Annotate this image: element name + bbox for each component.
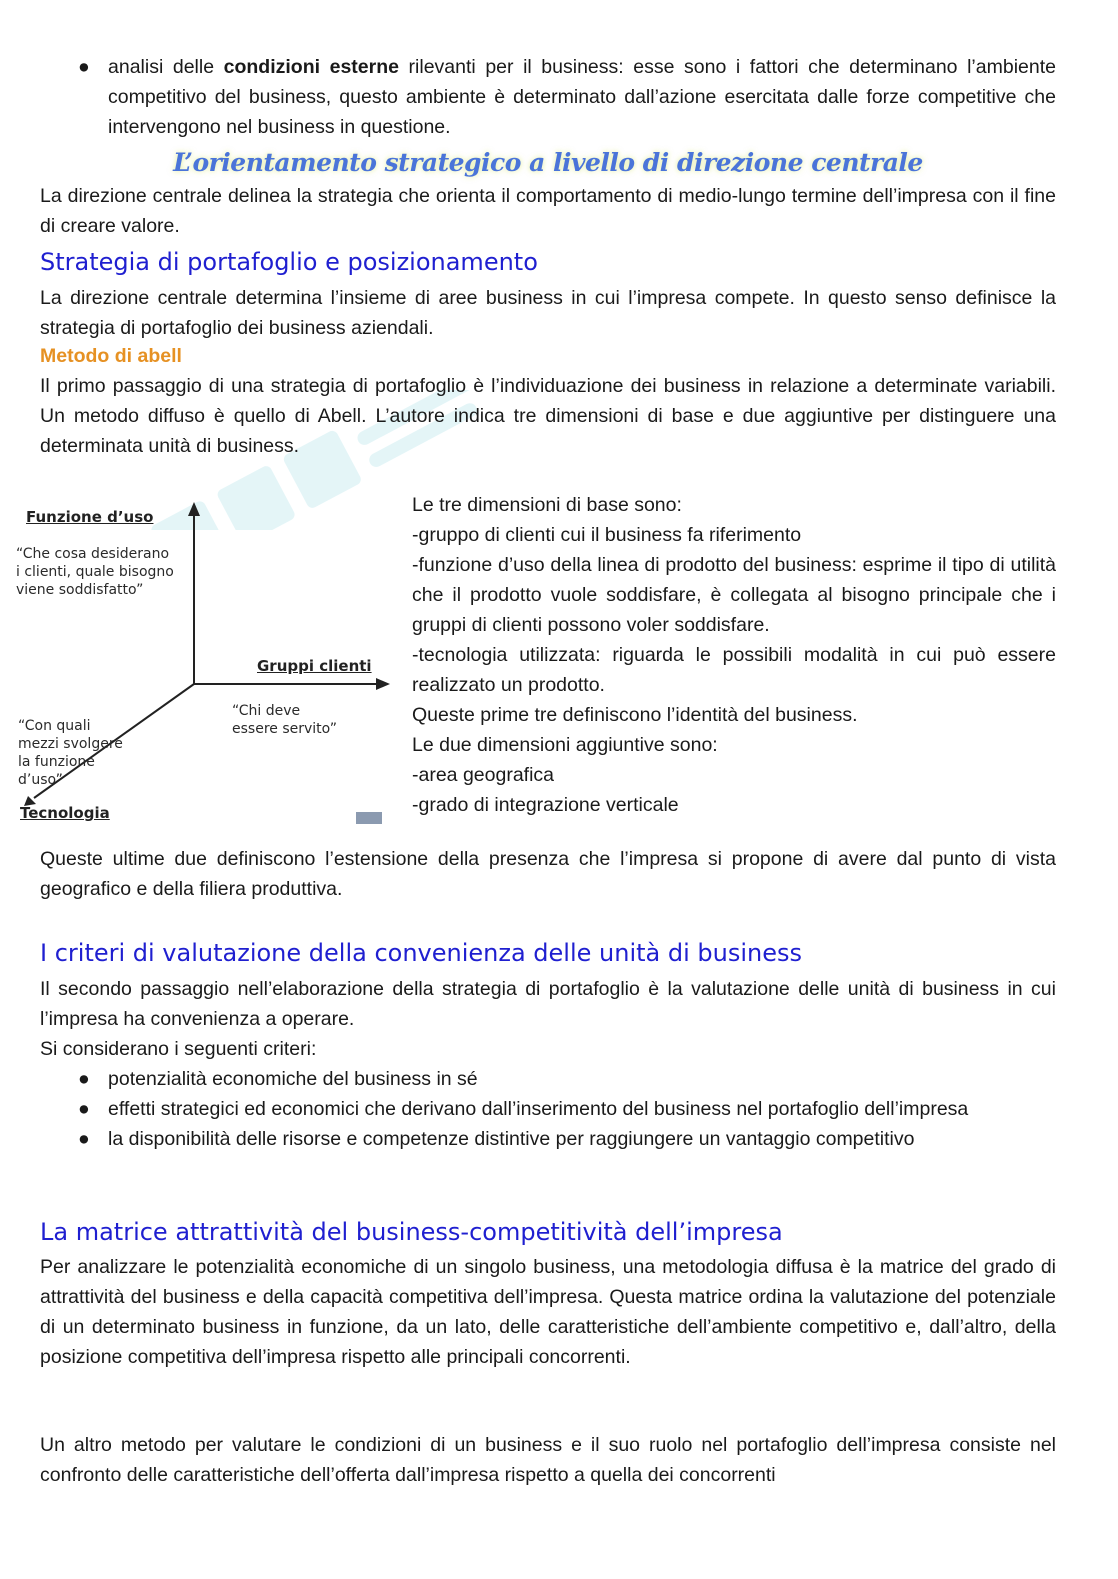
para-altro-metodo: Un altro metodo per valutare le condizioni di un business e il suo ruolo nel portafoglio dell’impresa consiste nel confronto delle caratteristiche dell’offerta dall’impresa rispetto a quella dei concorrenti — [40, 1434, 1056, 1486]
criteri-list — [40, 1064, 1056, 1154]
right-line: -area geografica — [412, 764, 555, 786]
section-title: L’orientamento strategico a livello di direzione centrale — [173, 148, 923, 177]
abell-diagram — [12, 490, 398, 835]
dimensions-text — [412, 490, 1056, 820]
heading-abell: Metodo di abell — [40, 345, 182, 367]
intro-bullet-list — [40, 52, 1056, 142]
para-si-considerano: Si considerano i seguenti criteri: — [40, 1038, 317, 1060]
heading-matrice: La matrice attrattività del business-competitività dell’impresa — [40, 1218, 783, 1246]
heading-portafoglio: Strategia di portafoglio e posizionamento — [40, 248, 538, 276]
para-portafoglio: La direzione centrale determina l’insieme di aree business in cui l’impresa compete. In questo senso definisce la strategia di portafoglio dei business aziendali. — [40, 287, 1056, 339]
intro-post: rilevanti per il business: esse sono i fattori che determinano l’ambiente competitivo del business, questo ambiente è determinato dall’azione esercitata dalle forze competitive che intervengono nel business in questione. — [108, 56, 1056, 138]
para-criteri: Il secondo passaggio nell’elaborazione della strategia di portafoglio è la valutazione delle unità di business in cui l’impresa ha convenienza a operare. — [40, 978, 1056, 1030]
para-direzione: La direzione centrale delinea la strategia che orienta il comportamento di medio-lungo termine dell’impresa con il fine di creare valore. — [40, 185, 1056, 237]
intro-bold: condizioni esterne — [223, 56, 399, 78]
label-funzione-uso: Funzione d’uso — [26, 508, 154, 526]
right-line: -tecnologia utilizzata: riguarda le possibili modalità in cui può essere realizzato un prodotto. — [412, 644, 1056, 696]
right-line: -funzione d’uso della linea di prodotto del business: esprime il tipo di utilità che il prodotto vuole soddisfare, è collegata al bisogno principale che i gruppi di clienti possono voler soddisfare. — [412, 554, 1056, 636]
list-item: ● effetti strategici ed economici che derivano dall’inserimento del business nel portafoglio dell’impresa — [40, 1094, 1056, 1124]
heading-criteri: I criteri di valutazione della convenienza delle unità di business — [40, 939, 802, 967]
question-tecnologia: “Con quali mezzi svolgere la funzione d’uso” — [18, 718, 123, 788]
right-line: Queste prime tre definiscono l’identità del business. — [412, 704, 858, 726]
arrow-gruppi-icon — [376, 678, 390, 690]
label-tecnologia: Tecnologia — [20, 804, 110, 822]
bullet-icon: ● — [78, 1068, 90, 1090]
para-abell: Il primo passaggio di una strategia di portafoglio è l’individuazione dei business in relazione a determinate variabili. Un metodo diffuso è quello di Abell. L’autore indica tre dimensioni di base e due aggiuntive per distinguere una determinata unità di business. — [40, 375, 1056, 457]
list-item: ● potenzialità economiche del business in sé — [40, 1064, 1056, 1094]
intro-pre: analisi delle — [108, 56, 224, 78]
bullet-icon: ● — [78, 56, 90, 78]
right-line: -gruppo di clienti cui il business fa riferimento — [412, 524, 802, 546]
para-estensione: Queste ultime due definiscono l’estensione della presenza che l’impresa si propone di avere dal punto di vista geografico e della filiera produttiva. — [40, 848, 1056, 900]
arrow-funzione-icon — [188, 502, 200, 516]
bullet-icon: ● — [78, 1098, 90, 1120]
bullet-icon: ● — [78, 1128, 90, 1150]
label-gruppi-clienti: Gruppi clienti — [257, 657, 372, 675]
question-funzione: “Che cosa desiderano i clienti, quale bisogno viene soddisfatto” — [16, 546, 174, 598]
right-line: Le due dimensioni aggiuntive sono: — [412, 734, 718, 756]
para-matrice: Per analizzare le potenzialità economiche di un singolo business, una metodologia diffusa è la matrice del grado di attrattività del business e della capacità competitiva dell’impresa. Questa matrice ordina la valutazione del potenziale di un determinato business in funzione, da un lato, delle caratteristiche dell’ambiente competitivo e, dall’altro, della posizione competitiva dell’impresa rispetto alle principali concorrenti. — [40, 1256, 1056, 1368]
list-item: ● la disponibilità delle risorse e competenze distintive per raggiungere un vantaggio competitivo — [40, 1124, 1056, 1154]
right-line: -grado di integrazione verticale — [412, 794, 679, 816]
small-marker — [356, 812, 382, 824]
right-line: Le tre dimensioni di base sono: — [412, 494, 682, 516]
list-item — [40, 52, 1056, 142]
question-gruppi: “Chi deve essere servito” — [232, 703, 337, 737]
